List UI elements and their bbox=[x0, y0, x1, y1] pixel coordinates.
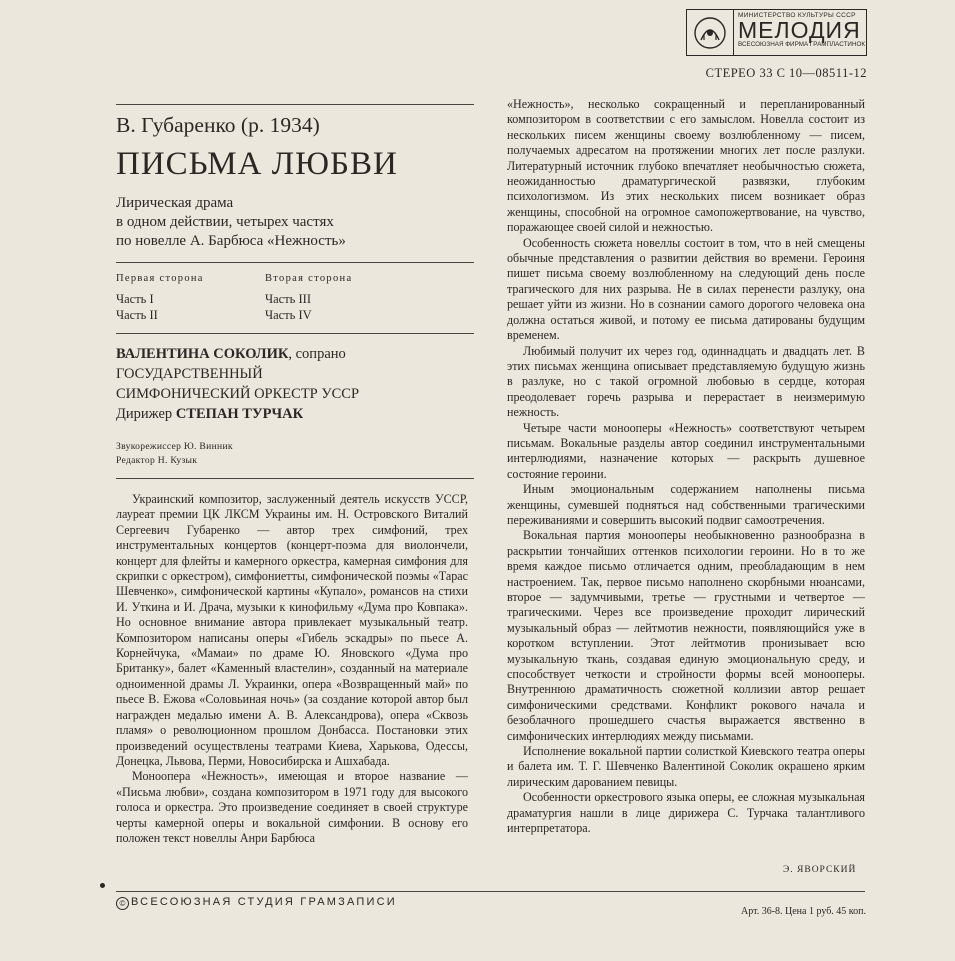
soloist bbox=[116, 344, 359, 364]
essay-right-column bbox=[507, 97, 865, 837]
soloist-role: , сопрано bbox=[288, 346, 346, 362]
essay-left-column bbox=[116, 492, 468, 846]
composer: В. Губаренко (р. 1934) bbox=[116, 113, 320, 137]
essay-paragraph: Вокальная партия монооперы необыкновенно разнообразна в раскрытии тончайших оттенков психологии героини. Но в то же время каждое письмо отличается одним, преобладающим в нем настроением. Так, первое письмо наполнено скорбными нюансами, второе — задумчивыми, третье — грустными и четвертое — трагическими. Через все произведение проходит лирический музыкальный образ — лейтмотив нежности, появляющийся уже в коротком вступлении. Этот лейтмотив пронизывает всю музыкальную ткань, создавая единую эмоциональную среду, и способствует четкости и стройности формы всей монооперы. Внутреннюю драматичность сюжетной коллизии автор решает симфоническими средствами. Конфликт рокового начала и безоблачного прошедшего счастья выражается явственно в симфонических интерлюдиях между письмами. bbox=[507, 528, 865, 743]
track-item: Часть II bbox=[116, 308, 158, 322]
logo-brand-name: МЕЛОДИЯ bbox=[738, 17, 861, 43]
track-item: Часть III bbox=[265, 292, 311, 306]
conductor-label: Дирижер bbox=[116, 406, 176, 422]
essay-paragraph: Четыре части монооперы «Нежность» соответствуют четырем письмам. Вокальные разделы автор соединил инструментальными интерлюдиями, назначение которых — раскрыть душевное состояние героини. bbox=[507, 420, 865, 481]
essay-paragraph: Иным эмоциональным содержанием наполнены письма женщины, сумевшей подняться над собственными трагическими переживаниями и совершить высокий подвиг самоотречения. bbox=[507, 482, 865, 527]
essay-author: Э. ЯВОРСКИЙ bbox=[783, 865, 857, 875]
price: Арт. 36-8. Цена 1 руб. 45 коп. bbox=[740, 906, 866, 917]
logo-ministry-text: МИНИСТЕРСТВО КУЛЬТУРЫ СССР bbox=[738, 12, 856, 19]
copyright-icon: © bbox=[116, 897, 129, 910]
track-item: Часть I bbox=[116, 292, 154, 306]
essay-paragraph: Украинский композитор, заслуженный деятель искусств УССР, лауреат премии ЦК ЛКСМ Украины им. Н. Островского Виталий Сергеевич Губаренко — автор трех симфоний, трех инструментальных концертов (концерт-поэма для виолончели, концерт для флейты и камерного оркестра, камерная симфония для скрипки с оркестром), симфониетты, симфонической поэмы «Тарас Шевченко», симфонической картины «Купало», романсов на стихи И. Уткина и И. Драча, музыки к кинофильму «Дума про Ковпака». Но основное внимание автора привлекает музыкальный театр. Композитором написаны оперы «Гибель эскадры» по пьесе А. Корнейчука, «Мамаи» по драме Ю. Яновского «Дума про Британку», балет «Каменный властелин», созданный на материале одноименной драмы Л. Украинки, опера «Возвращенный май» по пьесе В. Ежова «Соловьиная ночь» (за создание которой автор был награжден медалью имени А. В. Александрова), опера «Сквозь пламя» о революционном прошлом Донбасса. Постановки этих произведений осуществлены театрами Киева, Харькова, Одессы, Донецка, Львова, Перми, Новосибирска и Ашхабада. bbox=[116, 492, 468, 768]
divider bbox=[116, 104, 474, 105]
melodiya-emblem-icon bbox=[687, 10, 734, 55]
subtitle-line: в одном действии, четырех частях bbox=[116, 214, 334, 230]
divider bbox=[116, 262, 474, 263]
performers bbox=[116, 344, 359, 424]
divider bbox=[116, 478, 474, 479]
orchestra-line: СИМФОНИЧЕСКИЙ ОРКЕСТР УССР bbox=[116, 386, 360, 402]
track-item: Часть IV bbox=[265, 308, 312, 322]
essay-paragraph: Монoопера «Нежность», имеющая и второе название — «Письма любви», создана композитором в 1971 году для высокого голоса и оркестра. Это произведение соединяет в своей структуре черты камерной оперы и вокальной симфонии. В основу его положен текст новеллы Анри Барбюса bbox=[116, 769, 468, 845]
footer-divider bbox=[116, 891, 865, 892]
sound-engineer: Звукорежиссер Ю. Винник bbox=[116, 441, 233, 452]
studio-credit bbox=[116, 896, 397, 910]
credits bbox=[116, 440, 233, 468]
subtitle bbox=[116, 194, 346, 251]
studio-name: ВСЕСОЮЗНАЯ СТУДИЯ ГРАМЗАПИСИ bbox=[131, 896, 397, 908]
essay-paragraph: Особенности оркестрового языка оперы, ее сложная музыкальная драматургия нашли в лице дирижера С. Турчака талантливого интерпретатора. bbox=[507, 790, 865, 836]
melodiya-logo bbox=[686, 9, 867, 56]
divider bbox=[116, 333, 474, 334]
side-one-heading: Первая сторона bbox=[116, 273, 204, 284]
conductor-name: СТЕПАН ТУРЧАК bbox=[175, 406, 304, 422]
orchestra-line: ГОСУДАРСТВЕННЫЙ bbox=[116, 366, 263, 382]
logo-company-text: ВСЕСОЮЗНАЯ ФИРМА ГРАМПЛАСТИНОК bbox=[738, 41, 866, 48]
subtitle-line: по новелле А. Барбюса «Нежность» bbox=[116, 233, 346, 249]
conductor bbox=[116, 404, 359, 424]
subtitle-line: Лирическая драма bbox=[116, 195, 234, 211]
album-title: ПИСЬМА ЛЮБВИ bbox=[116, 146, 398, 182]
catalog-number: СТЕРЕО 33 С 10—08511-12 bbox=[705, 66, 867, 80]
essay-paragraph: «Нежность», несколько сокращенный и перепланированный композитором в соответствии с его замыслом. Новелла состоит из нескольких писем женщины своему возлюбленному — писем, получаемых адресатом на протяжении многих лет после разлуки. Литературный источник глубоко впечатляет необычностью сюжета, неожиданностью драматургической развязки, глубоким психологизмом. Из этих нескольких писем возникает образ женщины, способной на огромное самопожертвование, на чувство, поражающее своей силой и нежностью. bbox=[507, 97, 865, 235]
footer-bullet bbox=[100, 883, 105, 888]
soloist-name: ВАЛЕНТИНА СОКОЛИК bbox=[116, 346, 289, 362]
essay-paragraph: Любимый получит их через год, одиннадцать и двадцать лет. В этих письмах женщина описывает представляемую будущую жизнь в разлуке, но с такой огромной любовью в сердце, которая преодолевает горечь разрыва и перерастает в неизмеримую нежность. bbox=[507, 343, 865, 420]
essay-paragraph: Особенность сюжета новеллы состоит в том, что в ней смещены обычные представления о развитии действия во времени. Героиня пишет письма своему возлюбленному на следующий день после трагического для них разрыва. Не в силах перенести разлуку, она решает уйти из жизни. Но в сознании самого дорогого человека она должна остаться живой, и потому ее письма датированы будущим временем. bbox=[507, 235, 865, 343]
side-two-heading: Вторая сторона bbox=[265, 273, 353, 284]
editor: Редактор Н. Кузык bbox=[116, 455, 198, 466]
essay-paragraph: Исполнение вокальной партии солисткой Киевского театра оперы и балета им. Т. Г. Шевченко Валентиной Соколик окрашено ярким лирическим дарованием певицы. bbox=[507, 744, 865, 789]
